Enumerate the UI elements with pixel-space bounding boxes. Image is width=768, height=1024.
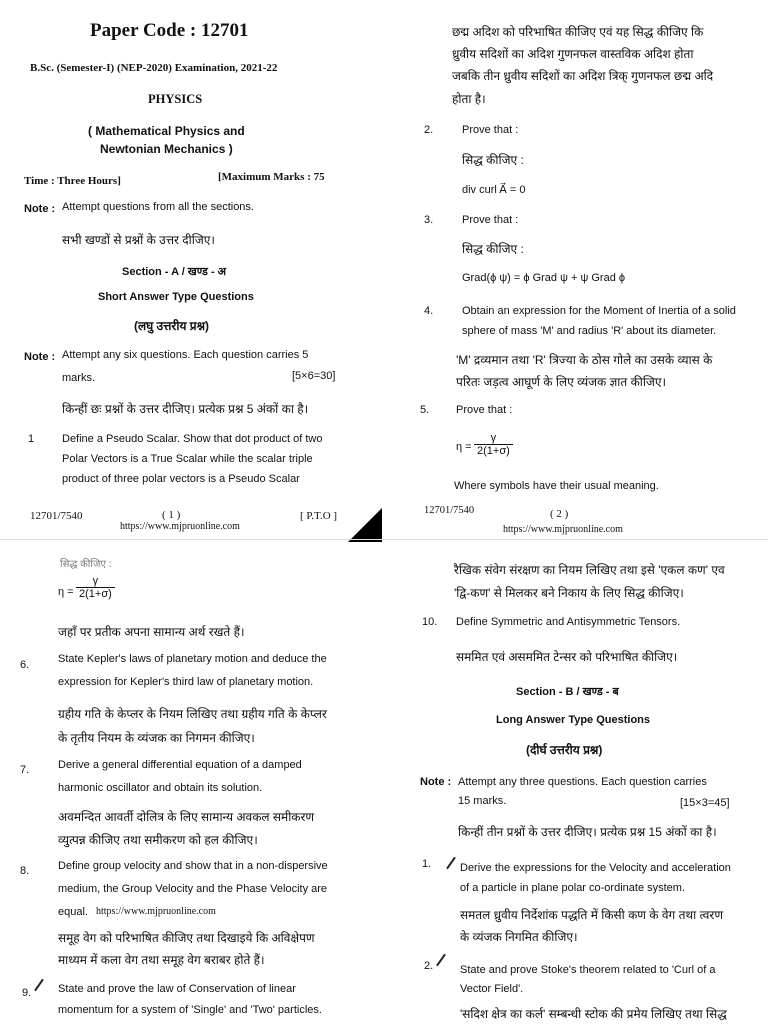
q1-line3: product of three polar vectors is a Pseudo Scalar bbox=[62, 473, 300, 485]
long-q1-line2: of a particle in plane polar co-ordinate system. bbox=[460, 882, 686, 894]
note2-line2: marks. bbox=[62, 372, 95, 384]
footer-code: 12701/7540 bbox=[30, 510, 83, 522]
eq-fraction bbox=[76, 575, 115, 600]
q3-text: Prove that : bbox=[462, 214, 519, 226]
page-corner-fold bbox=[348, 508, 382, 542]
course-title-line2: Newtonian Mechanics ) bbox=[100, 142, 233, 156]
q4-hindi-line2: परितः जड़त्व आघूर्ण के लिए व्यंजक ज्ञात कीजिए। bbox=[456, 375, 667, 389]
footer-url-link[interactable]: https://www.mjpruonline.com bbox=[120, 521, 240, 532]
q9-hindi-line1: रैखिक संवेग संरक्षण का नियम लिखिए तथा इसे 'एकल कण' एव bbox=[454, 563, 725, 577]
short-answer-heading: Short Answer Type Questions bbox=[98, 291, 254, 303]
note-line1: Attempt any three questions. Each question carries bbox=[458, 776, 707, 788]
q8-hindi-line2: माध्यम में कला वेग तथा समूह वेग बराबर होते हैं। bbox=[58, 953, 265, 967]
eq-hindi: जहाँ पर प्रतीक अपना सामान्य अर्थ रखते हैं। bbox=[58, 625, 245, 639]
q5-number: 5. bbox=[420, 404, 430, 416]
q3-equation: Grad(ϕ ψ) = ϕ Grad ψ + ψ Grad ϕ bbox=[462, 272, 626, 284]
long-answer-heading-hindi: (दीर्घ उत्तरीय प्रश्न) bbox=[526, 743, 603, 757]
q3-number: 3. bbox=[424, 214, 434, 226]
eq-numerator: γ bbox=[76, 575, 115, 588]
q8-line1: Define group velocity and show that in a non-dispersive bbox=[58, 860, 328, 872]
q1-number: 1 bbox=[28, 433, 35, 445]
footer-page-number: ( 2 ) bbox=[550, 508, 569, 520]
q6-number: 6. bbox=[20, 659, 30, 671]
q2-equation: div curl A⃗ = 0 bbox=[462, 184, 526, 196]
paper-code: Paper Code : 12701 bbox=[90, 20, 249, 41]
q5-numerator: γ bbox=[474, 432, 513, 445]
q6-line2: expression for Kepler's third law of planetary motion. bbox=[58, 676, 314, 688]
long-q2-number: 2. bbox=[424, 960, 434, 972]
note2-label: Note : bbox=[24, 351, 56, 363]
handwritten-tick-mark bbox=[34, 979, 44, 992]
q1-hindi-line3: जबकि तीन ध्रुवीय सदिशों का अदिश त्रिक् गुणनफल छद्म अदि bbox=[452, 69, 714, 83]
q5-eq-lhs: η = bbox=[456, 441, 472, 453]
note-line2: 15 marks. bbox=[458, 795, 507, 807]
q5-fraction bbox=[474, 432, 513, 457]
q8-number: 8. bbox=[20, 865, 30, 877]
footer-pto: [ P.T.O ] bbox=[300, 510, 338, 522]
eq-lhs: η = bbox=[58, 586, 74, 598]
q9-line2: momentum for a system of 'Single' and 'Two' particles. bbox=[58, 1004, 322, 1016]
q5-note: Where symbols have their usual meaning. bbox=[454, 480, 659, 492]
q8-url-link[interactable]: https://www.mjpruonline.com bbox=[96, 906, 216, 917]
q7-hindi-line2: व्युत्पन्न कीजिए तथा समीकरण को हल कीजिए। bbox=[58, 833, 258, 847]
cut-off-hindi: सिद्ध कीजिए : bbox=[60, 559, 112, 570]
note-label: Note : bbox=[24, 203, 56, 215]
note2-hindi: किन्हीं छः प्रश्नों के उत्तर दीजिए। प्रत्येक प्रश्न 5 अंकों का है। bbox=[62, 402, 309, 416]
q9-line1: State and prove the law of Conservation of linear bbox=[58, 983, 296, 995]
page-divider bbox=[0, 539, 768, 540]
long-q1-number: 1. bbox=[422, 858, 432, 870]
section-a-heading: Section - A / खण्ड - अ bbox=[122, 266, 227, 278]
note-hindi: सभी खण्डों से प्रश्नों के उत्तर दीजिए। bbox=[62, 233, 215, 247]
q2-text: Prove that : bbox=[462, 124, 519, 136]
q1-hindi-line2: ध्रुवीय सदिशों का अदिश गुणनफल वास्तविक अदिश होता bbox=[452, 47, 694, 61]
subject-title: PHYSICS bbox=[148, 92, 203, 106]
long-q2-line2: Vector Field'. bbox=[460, 983, 524, 995]
section-b-heading: Section - B / खण्ड - ब bbox=[516, 686, 619, 698]
note-marks: [15×3=45] bbox=[680, 797, 730, 809]
q4-hindi-line1: 'M' द्रव्यमान तथा 'R' त्रिज्या के ठोस गोले का उसके व्यास के bbox=[456, 353, 713, 367]
q8-line2: medium, the Group Velocity and the Phase Velocity are bbox=[58, 883, 328, 895]
q6-line1: State Kepler's laws of planetary motion and deduce the bbox=[58, 653, 327, 665]
note2-line1: Attempt any six questions. Each question carries 5 bbox=[62, 349, 309, 361]
q7-number: 7. bbox=[20, 764, 30, 776]
footer-url-link[interactable]: https://www.mjpruonline.com bbox=[503, 524, 623, 535]
long-answer-heading: Long Answer Type Questions bbox=[496, 714, 651, 726]
q10-number: 10. bbox=[422, 616, 438, 628]
q9-number: 9. bbox=[22, 987, 32, 999]
q5-text: Prove that : bbox=[456, 404, 513, 416]
eq-denominator: 2(1+σ) bbox=[79, 588, 112, 600]
q1-line2: Polar Vectors is a True Scalar while the scalar triple bbox=[62, 453, 313, 465]
q3-hindi: सिद्ध कीजिए : bbox=[462, 242, 524, 256]
time-label: Time : Three Hours] bbox=[24, 175, 121, 187]
short-answer-heading-hindi: (लघु उत्तरीय प्रश्न) bbox=[134, 319, 210, 333]
q8-hindi-line1: समूह वेग को परिभाषित कीजिए तथा दिखाइये कि अविक्षेपण bbox=[58, 931, 315, 945]
q4-line1: Obtain an expression for the Moment of Inertia of a solid bbox=[462, 305, 736, 317]
handwritten-tick-mark bbox=[446, 857, 456, 870]
long-q2-line1: State and prove Stoke's theorem related to 'Curl of a bbox=[460, 964, 716, 976]
long-q2-hindi: 'सदिश क्षेत्र का कर्ल' सम्बन्धी स्टोक की प्रमेय लिखिए तथा सिद्ध bbox=[460, 1007, 727, 1021]
q8-line3: equal. bbox=[58, 906, 88, 918]
course-title-line1: ( Mathematical Physics and bbox=[88, 124, 245, 138]
long-q1-line1: Derive the expressions for the Velocity and acceleration bbox=[460, 862, 731, 874]
long-q1-hindi-line1: समतल ध्रुवीय निर्देशांक पद्धति में किसी कण के वेग तथा त्वरण bbox=[460, 908, 724, 922]
exam-title: B.Sc. (Semester-I) (NEP-2020) Examination, 2021-22 bbox=[30, 62, 278, 74]
q10-hindi: सममित एवं असममित टेन्सर को परिभाषित कीजिए। bbox=[456, 650, 678, 664]
q7-line2: harmonic oscillator and obtain its solution. bbox=[58, 782, 263, 794]
q10-text: Define Symmetric and Antisymmetric Tensors. bbox=[456, 616, 681, 628]
q6-hindi-line1: ग्रहीय गति के केप्लर के नियम लिखिए तथा ग्रहीय गति के केप्लर bbox=[58, 707, 327, 721]
q1-hindi-line4: होता है। bbox=[452, 92, 486, 106]
q9-hindi-line2: 'द्वि-कण' से मिलकर बने निकाय के लिए सिद्ध कीजिए। bbox=[454, 586, 684, 600]
q7-line1: Derive a general differential equation of a damped bbox=[58, 759, 302, 771]
q5-denominator: 2(1+σ) bbox=[477, 445, 510, 457]
note2-marks: [5×6=30] bbox=[292, 370, 336, 382]
footer-page-number: ( 1 ) bbox=[162, 509, 181, 521]
q1-line1: Define a Pseudo Scalar. Show that dot product of two bbox=[62, 433, 323, 445]
q2-hindi: सिद्ध कीजिए : bbox=[462, 153, 524, 167]
q6-hindi-line2: के तृतीय नियम के व्यंजक का निगमन कीजिए। bbox=[58, 731, 255, 745]
q2-number: 2. bbox=[424, 124, 434, 136]
q4-number: 4. bbox=[424, 305, 434, 317]
max-marks-label: [Maximum Marks : 75 bbox=[218, 171, 325, 183]
note-label: Note : bbox=[420, 776, 452, 788]
note-hindi: किन्हीं तीन प्रश्नों के उत्तर दीजिए। प्रत्येक प्रश्न 15 अंकों का है। bbox=[458, 825, 717, 839]
q7-hindi-line1: अवमन्दित आवर्ती दोलित्र के लिए सामान्य अवकल समीकरण bbox=[58, 810, 315, 824]
handwritten-tick-mark bbox=[436, 954, 446, 967]
q4-line2: sphere of mass 'M' and radius 'R' about its diameter. bbox=[462, 325, 717, 337]
note-text: Attempt questions from all the sections. bbox=[62, 201, 254, 213]
footer-code: 12701/7540 bbox=[424, 505, 475, 516]
q1-hindi-line1: छद्म अदिश को परिभाषित कीजिए एवं यह सिद्ध कीजिए कि bbox=[452, 25, 704, 39]
long-q1-hindi-line2: के व्यंजक निगमित कीजिए। bbox=[460, 930, 578, 944]
